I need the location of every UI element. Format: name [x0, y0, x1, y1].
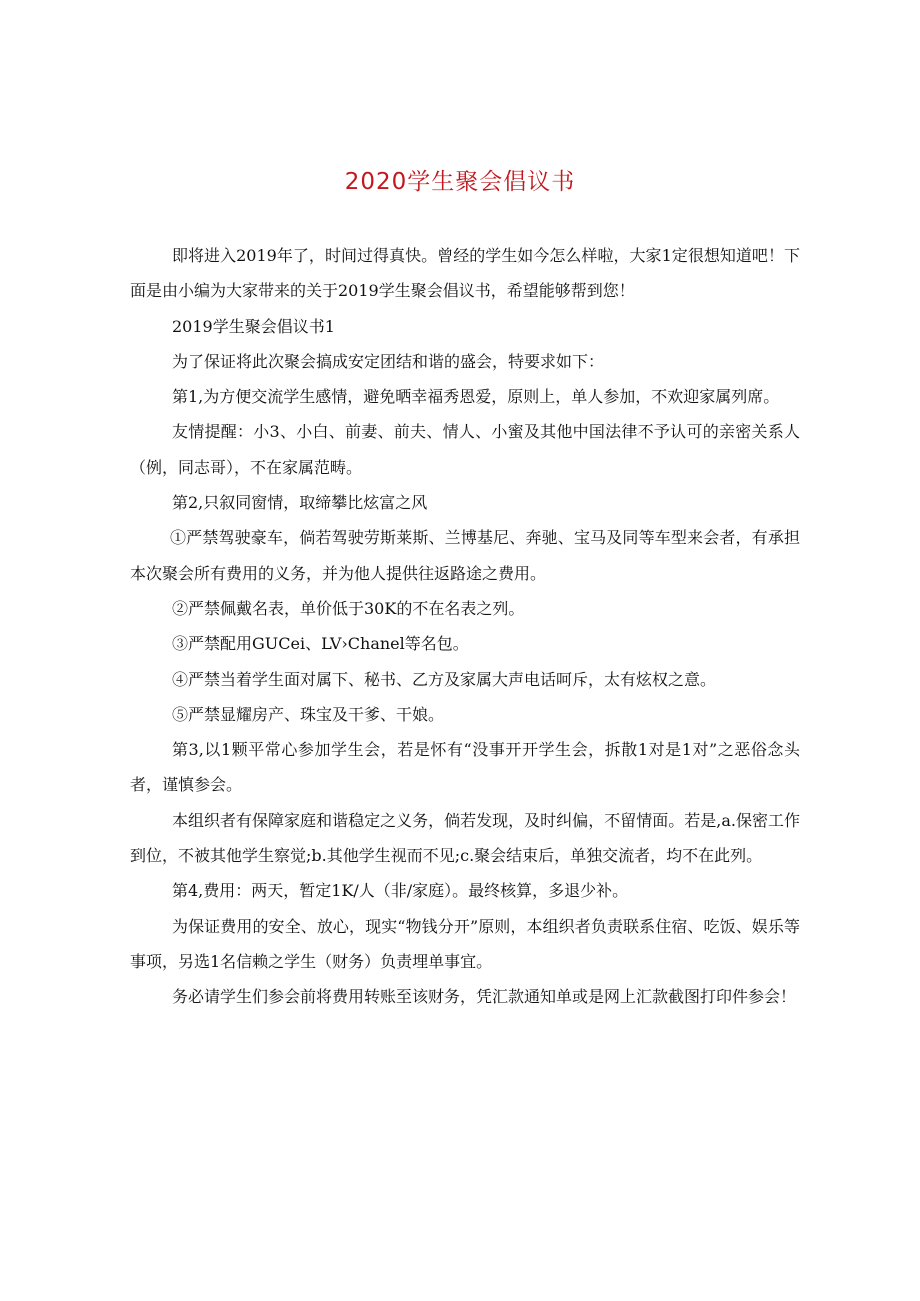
paragraph-rule: ④严禁当着学生面对属下、秘书、乙方及家属大声电话呵斥，太有炫权之意。 — [172, 669, 717, 689]
paragraph-rule: ⑤严禁显耀房产、珠宝及干爹、干娘。 — [172, 704, 445, 724]
document-title: 2020学生聚会倡议书 — [344, 169, 576, 195]
paragraph-intro: 即将进入2019年了，时间过得真快。曾经的学生如今怎么样啦，大家1定很想知道吧！下面是由小编为大家带来的关于2019学生聚会倡议书，希望能够帮到您！ — [130, 246, 800, 301]
paragraph: 本组织者有保障家庭和谐稳定之义务，倘若发现，及时纠偏，不留情面。若是,a.保密工作到位，不被其他学生察觉;b.其他学生视而不见;c.聚会结束后，单独交流者，均不在此列。 — [130, 810, 800, 866]
document-body — [130, 238, 800, 1015]
paragraph: 友情提醒：小3、小白、前妻、前夫、情人、小蜜及其他中国法律不予认可的亲密关系人（例，同志哥），不在家属范畴。 — [130, 422, 800, 477]
paragraph-rule: ①严禁驾驶豪车，倘若驾驶劳斯莱斯、兰博基尼、奔驰、宝马及同等车型来会者，有承担本次聚会所有费用的义务，并为他人提供往返路途之费用。 — [130, 528, 800, 583]
paragraph: 为了保证将此次聚会搞成安定团结和谐的盛会，特要求如下： — [172, 351, 605, 371]
paragraph: 第3,以1颗平常心参加学生会，若是怀有“没事开开学生会，拆散1对是1对”之恶俗念头者，谨慎参会。 — [130, 740, 800, 795]
paragraph: 第1,为方便交流学生感情，避免晒幸福秀恩爱，原则上，单人参加，不欢迎家属列席。 — [172, 387, 780, 407]
paragraph-rule: ②严禁佩戴名表，单价低于30K的不在名表之列。 — [172, 598, 525, 618]
paragraph-subtitle: 2019学生聚会倡议书1 — [172, 316, 335, 336]
paragraph: 第2,只叙同窗情，取缔攀比炫富之风 — [172, 493, 428, 513]
paragraph: 为保证费用的安全、放心，现实“物钱分开”原则，本组织者负责联系住宿、吃饭、娱乐等事项，另选1名信赖之学生（财务）负责埋单事宜。 — [130, 916, 800, 971]
paragraph: 第4,费用：两天，暂定1K/人（非/家庭）。最终核算，多退少补。 — [172, 881, 629, 901]
paragraph-rule: ③严禁配用GUCei、LV›Chanel等名包。 — [172, 634, 469, 654]
paragraph: 务必请学生们参会前将费用转账至该财务，凭汇款通知单或是网上汇款截图打印件参会！ — [172, 987, 797, 1007]
